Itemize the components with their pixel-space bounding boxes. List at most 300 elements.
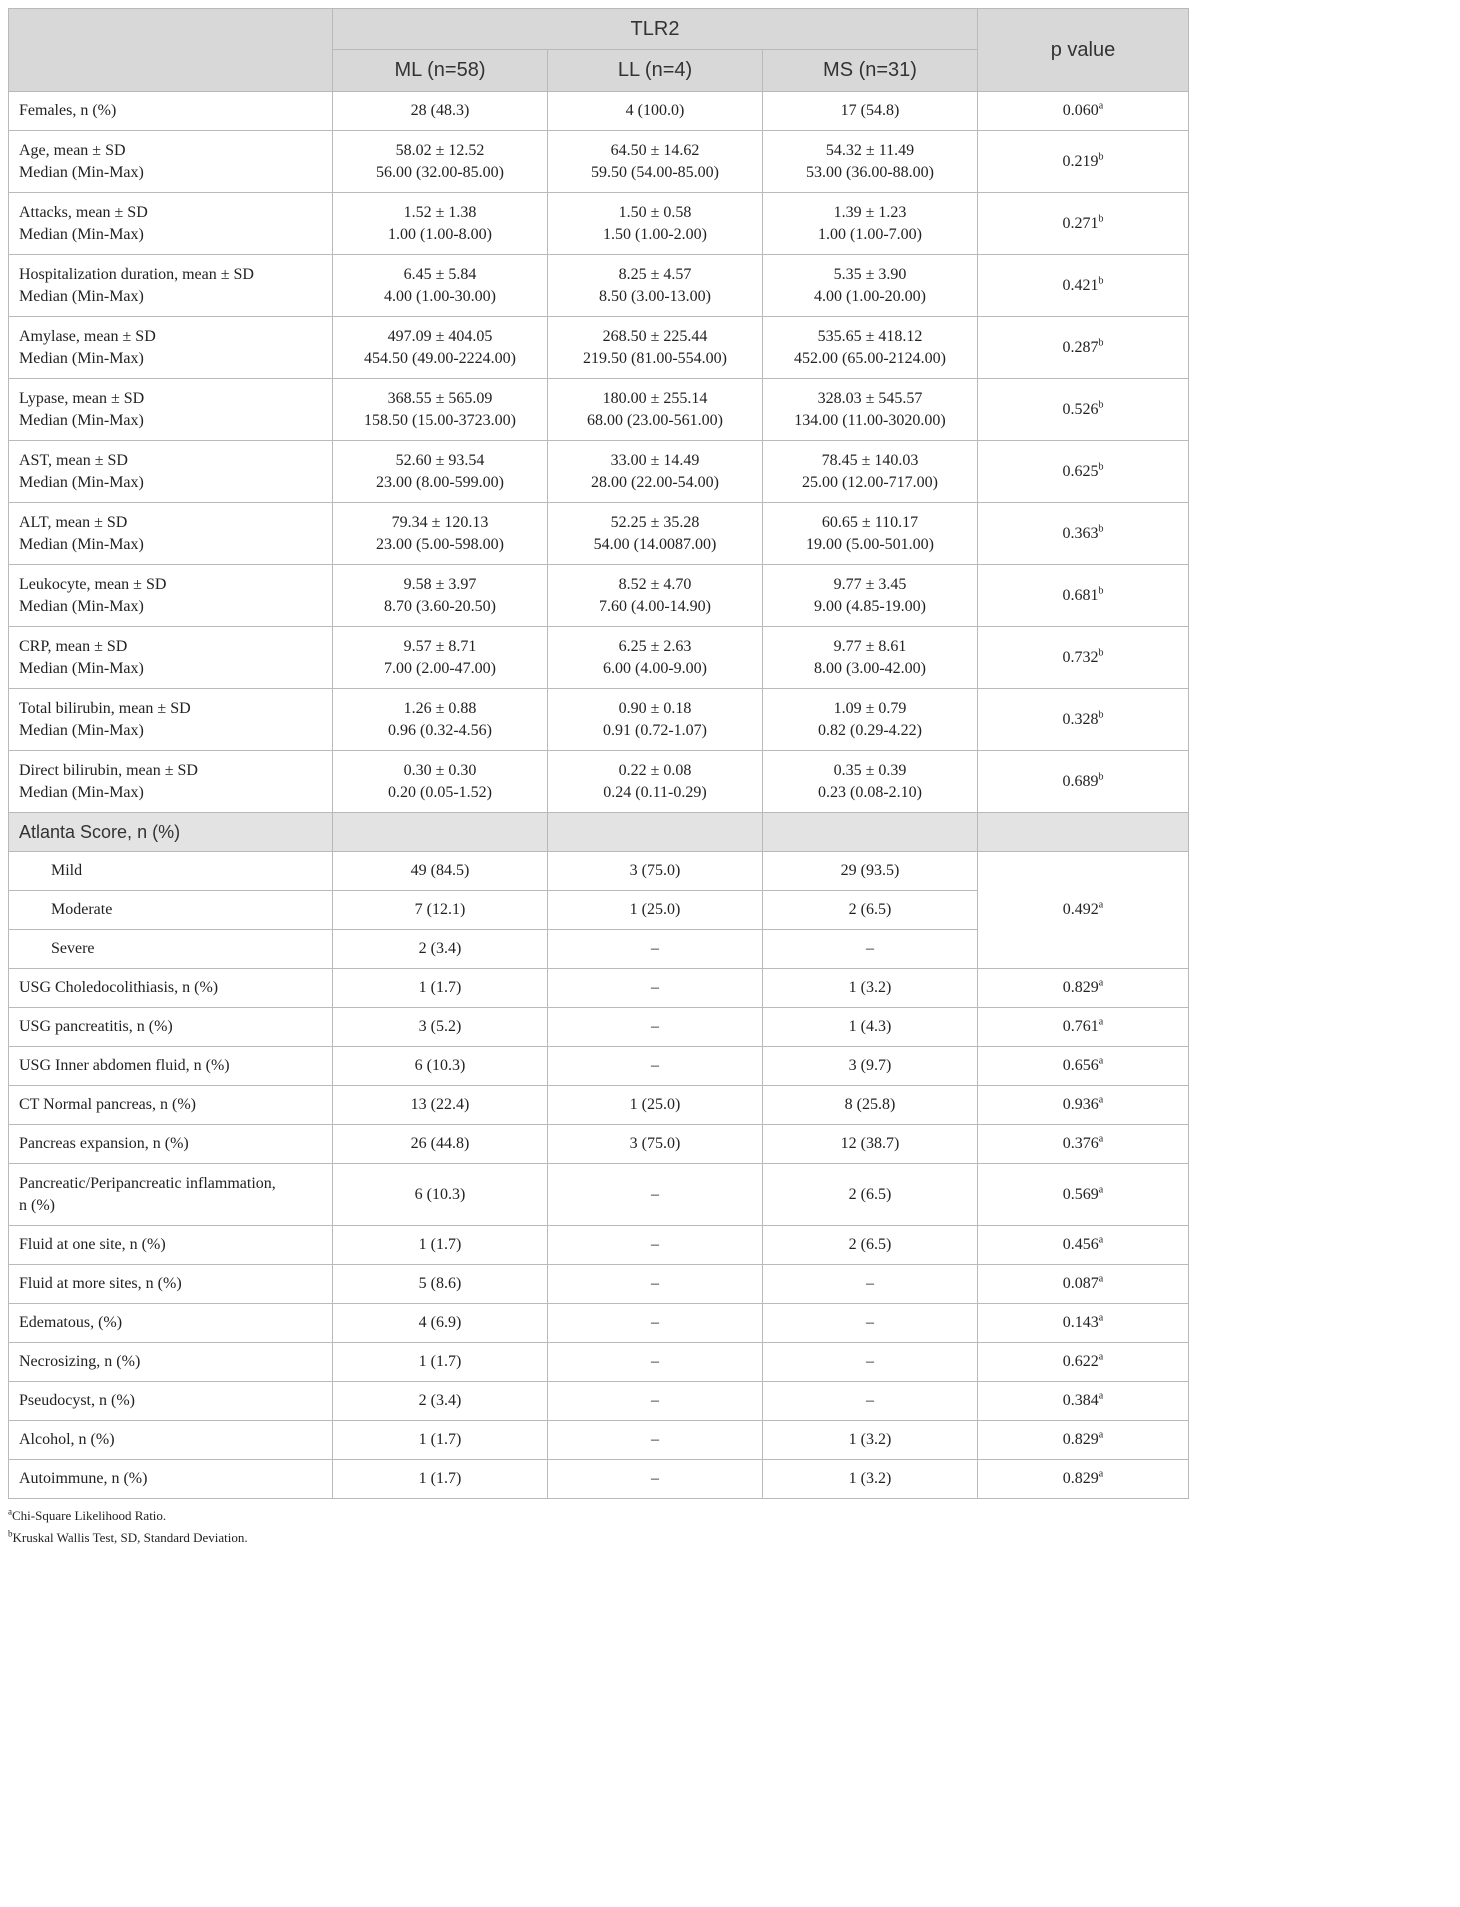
cell-ms <box>763 689 978 751</box>
cell-ms: – <box>763 1382 978 1421</box>
footnote-marker: b <box>1098 709 1104 721</box>
cell-median: 7.00 (2.00-47.00) <box>384 659 496 677</box>
cell-mean: 497.09 ± 404.05 <box>387 327 493 345</box>
cell-median: 454.50 (49.00-2224.00) <box>364 349 516 367</box>
cell-mean: 79.34 ± 120.13 <box>391 513 489 531</box>
cell-ll: – <box>548 1421 763 1460</box>
row-label-line1: CRP, mean ± SD <box>19 637 128 655</box>
cell-mean: 1.50 ± 0.58 <box>618 203 692 221</box>
p-value: 0.829 <box>1062 979 1099 996</box>
cell-ml: 1 (1.7) <box>333 1460 548 1499</box>
section-title: Atlanta Score, n (%) <box>9 813 333 852</box>
p-value: 0.087 <box>1062 1275 1099 1292</box>
cell-ll: – <box>548 1164 763 1226</box>
footnote-marker: a <box>1098 1390 1104 1402</box>
row-label: Fluid at more sites, n (%) <box>9 1265 333 1304</box>
table-row <box>9 565 1189 627</box>
cell-ll <box>548 441 763 503</box>
cell-ml: 49 (84.5) <box>333 852 548 891</box>
table-row <box>9 1164 1189 1226</box>
row-label <box>9 503 333 565</box>
cell-ml: 5 (8.6) <box>333 1265 548 1304</box>
cell-mean: 58.02 ± 12.52 <box>395 141 485 159</box>
cell-ll <box>548 503 763 565</box>
p-value: 0.681 <box>1062 586 1099 604</box>
cell-ll: – <box>548 1343 763 1382</box>
row-label <box>9 131 333 193</box>
table-row <box>9 1265 1189 1304</box>
cell-ml <box>333 255 548 317</box>
section-empty-cell <box>978 813 1189 852</box>
cell-p-value <box>978 1343 1189 1382</box>
cell-ms: 2 (6.5) <box>763 891 978 930</box>
cell-median: 7.60 (4.00-14.90) <box>599 597 711 615</box>
cell-median: 1.00 (1.00-8.00) <box>388 225 492 243</box>
cell-p-value <box>978 317 1189 379</box>
cell-mean: 268.50 ± 225.44 <box>602 327 708 345</box>
p-value: 0.376 <box>1062 1135 1099 1152</box>
cell-ms: 29 (93.5) <box>763 852 978 891</box>
cell-mean: 5.35 ± 3.90 <box>833 265 907 283</box>
row-label-line2: Median (Min-Max) <box>19 535 144 553</box>
row-label-line1: Attacks, mean ± SD <box>19 203 148 221</box>
row-label <box>9 689 333 751</box>
row-label-line2: Median (Min-Max) <box>19 473 144 491</box>
table-row <box>9 255 1189 317</box>
cell-mean: 1.52 ± 1.38 <box>403 203 477 221</box>
cell-median: 0.24 (0.11-0.29) <box>603 783 707 801</box>
table-row <box>9 1460 1189 1499</box>
p-value: 0.143 <box>1062 1314 1099 1331</box>
p-value: 0.384 <box>1062 1392 1099 1409</box>
cell-ml: 2 (3.4) <box>333 930 548 969</box>
cell-p-value <box>978 1226 1189 1265</box>
cell-p-value <box>978 503 1189 565</box>
cell-ms <box>763 131 978 193</box>
p-value: 0.287 <box>1062 338 1099 356</box>
cell-mean: 52.25 ± 35.28 <box>610 513 700 531</box>
cell-mean: 0.22 ± 0.08 <box>618 761 692 779</box>
row-label-line1: Amylase, mean ± SD <box>19 327 156 345</box>
cell-ll <box>548 255 763 317</box>
cell-median: 1.50 (1.00-2.00) <box>603 225 707 243</box>
cell-p-value <box>978 1460 1189 1499</box>
cell-ll: – <box>548 1382 763 1421</box>
cell-ll <box>548 565 763 627</box>
cell-ml: 4 (6.9) <box>333 1304 548 1343</box>
cell-median: 68.00 (23.00-561.00) <box>587 411 723 429</box>
row-label: Alcohol, n (%) <box>9 1421 333 1460</box>
row-label: Pancreas expansion, n (%) <box>9 1125 333 1164</box>
cell-median: 9.00 (4.85-19.00) <box>814 597 926 615</box>
cell-ms <box>763 751 978 813</box>
cell-p-value <box>978 1265 1189 1304</box>
row-label <box>9 751 333 813</box>
cell-ll: – <box>548 969 763 1008</box>
cell-ms: 1 (3.2) <box>763 969 978 1008</box>
cell-mean: 64.50 ± 14.62 <box>610 141 700 159</box>
row-label-line1: AST, mean ± SD <box>19 451 128 469</box>
row-label: Pseudocyst, n (%) <box>9 1382 333 1421</box>
cell-mean: 60.65 ± 110.17 <box>821 513 919 531</box>
cell-p-value <box>978 379 1189 441</box>
results-table <box>8 8 1189 1499</box>
footnote-marker: a <box>1098 1273 1104 1285</box>
footnote-marker: b <box>1098 647 1104 659</box>
row-label-line1: Leukocyte, mean ± SD <box>19 575 167 593</box>
cell-ml: 2 (3.4) <box>333 1382 548 1421</box>
row-label-line2: Median (Min-Max) <box>19 287 144 305</box>
row-label: Females, n (%) <box>9 92 333 131</box>
row-label: Severe <box>9 930 333 969</box>
cell-median: 1.00 (1.00-7.00) <box>818 225 922 243</box>
cell-median: 6.00 (4.00-9.00) <box>603 659 707 677</box>
p-value: 0.829 <box>1062 1431 1099 1448</box>
cell-ml: 3 (5.2) <box>333 1008 548 1047</box>
cell-ll <box>548 131 763 193</box>
cell-p-value <box>978 1125 1189 1164</box>
header-blank-cell <box>9 9 333 92</box>
cell-median: 8.00 (3.00-42.00) <box>814 659 926 677</box>
cell-median: 8.50 (3.00-13.00) <box>599 287 711 305</box>
row-label <box>9 379 333 441</box>
cell-mean: 0.35 ± 0.39 <box>833 761 907 779</box>
cell-median: 4.00 (1.00-30.00) <box>384 287 496 305</box>
cell-ms <box>763 193 978 255</box>
row-label: CT Normal pancreas, n (%) <box>9 1086 333 1125</box>
cell-ml <box>333 317 548 379</box>
cell-ll: – <box>548 930 763 969</box>
footnote-marker: a <box>1098 1429 1104 1441</box>
cell-median: 23.00 (8.00-599.00) <box>376 473 504 491</box>
row-label-line1: Age, mean ± SD <box>19 141 126 159</box>
footnote-b <box>8 1527 1188 1549</box>
cell-ms <box>763 317 978 379</box>
section-empty-cell <box>333 813 548 852</box>
cell-p-value <box>978 441 1189 503</box>
footnote-marker: a <box>1098 1094 1104 1106</box>
row-label-line2: Median (Min-Max) <box>19 411 144 429</box>
row-label-line2: Median (Min-Max) <box>19 659 144 677</box>
cell-ll <box>548 689 763 751</box>
table-row <box>9 627 1189 689</box>
cell-median: 0.96 (0.32-4.56) <box>388 721 492 739</box>
row-label: Moderate <box>9 891 333 930</box>
p-value: 0.492 <box>1062 901 1099 918</box>
row-label <box>9 627 333 689</box>
footnote-marker: a <box>1098 1312 1104 1324</box>
cell-ll <box>548 317 763 379</box>
p-value: 0.761 <box>1062 1018 1099 1035</box>
cell-ml <box>333 193 548 255</box>
cell-median: 28.00 (22.00-54.00) <box>591 473 719 491</box>
row-label: USG Inner abdomen fluid, n (%) <box>9 1047 333 1086</box>
table-row <box>9 1421 1189 1460</box>
cell-p-value <box>978 1164 1189 1226</box>
cell-ml <box>333 503 548 565</box>
cell-ml: 1 (1.7) <box>333 969 548 1008</box>
cell-mean: 0.90 ± 0.18 <box>618 699 692 717</box>
cell-p-value <box>978 1382 1189 1421</box>
section-empty-cell <box>763 813 978 852</box>
cell-p-value <box>978 1086 1189 1125</box>
cell-ml <box>333 751 548 813</box>
cell-ll: – <box>548 1265 763 1304</box>
footnote-marker: b <box>1098 275 1104 287</box>
table-row <box>9 1008 1189 1047</box>
footnote-marker: b <box>1098 771 1104 783</box>
footnote-marker: a <box>1098 1234 1104 1246</box>
row-label-line2: Median (Min-Max) <box>19 225 144 243</box>
cell-ll: – <box>548 1226 763 1265</box>
cell-p-value <box>978 627 1189 689</box>
footnote-text: Kruskal Wallis Test, SD, Standard Deviation. <box>12 1530 248 1545</box>
cell-p-value <box>978 1047 1189 1086</box>
cell-p-value <box>978 92 1189 131</box>
cell-mean: 33.00 ± 14.49 <box>610 451 700 469</box>
footnote-marker: a <box>1098 1184 1104 1196</box>
p-value-header: p value <box>978 9 1189 92</box>
footnote-marker: a <box>1098 1351 1104 1363</box>
row-label-line1: Total bilirubin, mean ± SD <box>19 699 191 717</box>
cell-ll: 1 (25.0) <box>548 891 763 930</box>
cell-ms <box>763 379 978 441</box>
table-row <box>9 193 1189 255</box>
cell-p-value <box>978 852 1189 969</box>
row-label: Autoimmune, n (%) <box>9 1460 333 1499</box>
row-label-line1: Hospitalization duration, mean ± SD <box>19 265 254 283</box>
cell-median: 25.00 (12.00-717.00) <box>802 473 938 491</box>
row-label <box>9 565 333 627</box>
cell-ll: 3 (75.0) <box>548 852 763 891</box>
table-row <box>9 441 1189 503</box>
cell-ll: – <box>548 1304 763 1343</box>
cell-median: 53.00 (36.00-88.00) <box>806 163 934 181</box>
cell-ml <box>333 441 548 503</box>
section-empty-cell <box>548 813 763 852</box>
table-row <box>9 379 1189 441</box>
cell-mean: 54.32 ± 11.49 <box>825 141 915 159</box>
cell-median: 0.20 (0.05-1.52) <box>388 783 492 801</box>
p-value: 0.421 <box>1062 276 1099 294</box>
cell-ll: – <box>548 1008 763 1047</box>
cell-median: 19.00 (5.00-501.00) <box>806 535 934 553</box>
cell-ms <box>763 627 978 689</box>
p-value: 0.060 <box>1062 102 1099 119</box>
row-label <box>9 193 333 255</box>
cell-p-value <box>978 1008 1189 1047</box>
cell-ms: – <box>763 1265 978 1304</box>
p-value: 0.829 <box>1062 1470 1099 1487</box>
footnote-marker: a <box>1098 1016 1104 1028</box>
row-label: Edematous, (%) <box>9 1304 333 1343</box>
cell-ml <box>333 565 548 627</box>
row-label-line2: n (%) <box>19 1196 55 1214</box>
row-label-line1: Lypase, mean ± SD <box>19 389 145 407</box>
cell-ll <box>548 751 763 813</box>
cell-ms: 2 (6.5) <box>763 1226 978 1265</box>
footnote-marker: a <box>1098 1055 1104 1067</box>
cell-mean: 1.39 ± 1.23 <box>833 203 907 221</box>
cell-mean: 535.65 ± 418.12 <box>817 327 923 345</box>
p-value: 0.363 <box>1062 524 1099 542</box>
cell-ms <box>763 565 978 627</box>
row-label-line2: Median (Min-Max) <box>19 163 144 181</box>
cell-ml: 1 (1.7) <box>333 1226 548 1265</box>
cell-mean: 6.45 ± 5.84 <box>403 265 477 283</box>
cell-mean: 6.25 ± 2.63 <box>618 637 692 655</box>
cell-mean: 328.03 ± 545.57 <box>817 389 923 407</box>
cell-ms: 12 (38.7) <box>763 1125 978 1164</box>
cell-ll: 4 (100.0) <box>548 92 763 131</box>
cell-ml: 6 (10.3) <box>333 1164 548 1226</box>
cell-p-value <box>978 1421 1189 1460</box>
cell-mean: 9.77 ± 8.61 <box>833 637 907 655</box>
cell-ml <box>333 379 548 441</box>
footnote-marker: b <box>1098 337 1104 349</box>
cell-mean: 9.58 ± 3.97 <box>403 575 477 593</box>
cell-p-value <box>978 1304 1189 1343</box>
cell-mean: 9.57 ± 8.71 <box>403 637 477 655</box>
cell-p-value <box>978 131 1189 193</box>
p-value: 0.219 <box>1062 152 1099 170</box>
column-header-ll: LL (n=4) <box>548 50 763 92</box>
p-value: 0.656 <box>1062 1057 1099 1074</box>
table-row <box>9 1047 1189 1086</box>
cell-mean: 180.00 ± 255.14 <box>602 389 708 407</box>
cell-mean: 9.77 ± 3.45 <box>833 575 907 593</box>
cell-ml: 1 (1.7) <box>333 1421 548 1460</box>
cell-ll: 3 (75.0) <box>548 1125 763 1164</box>
footnote-marker: b <box>1098 213 1104 225</box>
cell-mean: 1.26 ± 0.88 <box>403 699 477 717</box>
p-value: 0.622 <box>1062 1353 1099 1370</box>
row-label-line1: Pancreatic/Peripancreatic inflammation, <box>19 1174 276 1192</box>
table-row <box>9 751 1189 813</box>
cell-ms: 1 (4.3) <box>763 1008 978 1047</box>
cell-ll: – <box>548 1047 763 1086</box>
cell-ml <box>333 131 548 193</box>
cell-ms: – <box>763 930 978 969</box>
cell-ms: 8 (25.8) <box>763 1086 978 1125</box>
cell-median: 54.00 (14.0087.00) <box>593 535 717 553</box>
cell-ms: 17 (54.8) <box>763 92 978 131</box>
footnote-text: Chi-Square Likelihood Ratio. <box>12 1508 167 1523</box>
table-row <box>9 1304 1189 1343</box>
cell-p-value <box>978 255 1189 317</box>
footnote-marker: a <box>1098 899 1104 911</box>
cell-ml: 28 (48.3) <box>333 92 548 131</box>
cell-ml: 13 (22.4) <box>333 1086 548 1125</box>
row-label: Necrosizing, n (%) <box>9 1343 333 1382</box>
footnote-mark: b <box>8 1528 13 1539</box>
footnote-marker: b <box>1098 523 1104 535</box>
footnote-marker: a <box>1098 1468 1104 1480</box>
row-label: USG Choledocolithiasis, n (%) <box>9 969 333 1008</box>
cell-median: 59.50 (54.00-85.00) <box>591 163 719 181</box>
cell-median: 56.00 (32.00-85.00) <box>376 163 504 181</box>
p-value: 0.625 <box>1062 462 1099 480</box>
table-row <box>9 1086 1189 1125</box>
row-label-line1: Direct bilirubin, mean ± SD <box>19 761 198 779</box>
cell-median: 0.91 (0.72-1.07) <box>603 721 707 739</box>
row-label-line2: Median (Min-Max) <box>19 597 144 615</box>
footnote-marker: b <box>1098 151 1104 163</box>
cell-ll <box>548 379 763 441</box>
cell-ml: 7 (12.1) <box>333 891 548 930</box>
table-row <box>9 1226 1189 1265</box>
cell-mean: 0.30 ± 0.30 <box>403 761 477 779</box>
column-header-ml: ML (n=58) <box>333 50 548 92</box>
cell-ll: 1 (25.0) <box>548 1086 763 1125</box>
cell-mean: 78.45 ± 140.03 <box>821 451 919 469</box>
footnote-marker: b <box>1098 461 1104 473</box>
p-value: 0.689 <box>1062 772 1099 790</box>
cell-median: 23.00 (5.00-598.00) <box>376 535 504 553</box>
p-value: 0.271 <box>1062 214 1099 232</box>
row-label-line1: ALT, mean ± SD <box>19 513 128 531</box>
cell-median: 0.23 (0.08-2.10) <box>818 783 922 801</box>
table-row <box>9 689 1189 751</box>
row-label-line2: Median (Min-Max) <box>19 349 144 367</box>
p-value: 0.732 <box>1062 648 1099 666</box>
row-label: USG pancreatitis, n (%) <box>9 1008 333 1047</box>
row-label <box>9 255 333 317</box>
footnote-marker: a <box>1098 100 1104 112</box>
cell-median: 158.50 (15.00-3723.00) <box>364 411 516 429</box>
cell-p-value <box>978 969 1189 1008</box>
footnotes <box>8 1505 1188 1549</box>
table-row <box>9 317 1189 379</box>
cell-p-value <box>978 751 1189 813</box>
table-container <box>8 8 1188 1549</box>
table-row <box>9 852 1189 891</box>
cell-ms: 2 (6.5) <box>763 1164 978 1226</box>
cell-ms: – <box>763 1343 978 1382</box>
section-header-row <box>9 813 1189 852</box>
footnote-marker: a <box>1098 977 1104 989</box>
cell-mean: 8.25 ± 4.57 <box>618 265 692 283</box>
cell-ll: – <box>548 1460 763 1499</box>
table-row <box>9 503 1189 565</box>
cell-median: 452.00 (65.00-2124.00) <box>794 349 946 367</box>
cell-ms <box>763 503 978 565</box>
table-row <box>9 1382 1189 1421</box>
cell-mean: 8.52 ± 4.70 <box>618 575 692 593</box>
p-value: 0.526 <box>1062 400 1099 418</box>
cell-ms <box>763 255 978 317</box>
p-value: 0.456 <box>1062 1236 1099 1253</box>
cell-ms: – <box>763 1304 978 1343</box>
cell-ml <box>333 689 548 751</box>
cell-ll <box>548 627 763 689</box>
cell-ml: 1 (1.7) <box>333 1343 548 1382</box>
row-label: Fluid at one site, n (%) <box>9 1226 333 1265</box>
footnote-marker: b <box>1098 585 1104 597</box>
cell-p-value <box>978 565 1189 627</box>
row-label-line2: Median (Min-Max) <box>19 783 144 801</box>
cell-mean: 52.60 ± 93.54 <box>395 451 485 469</box>
table-row <box>9 969 1189 1008</box>
cell-p-value <box>978 193 1189 255</box>
table-row <box>9 92 1189 131</box>
table-row <box>9 1343 1189 1382</box>
cell-ms <box>763 441 978 503</box>
table-row <box>9 1125 1189 1164</box>
cell-mean: 1.09 ± 0.79 <box>833 699 907 717</box>
cell-median: 4.00 (1.00-20.00) <box>814 287 926 305</box>
footnote-a <box>8 1505 1188 1527</box>
